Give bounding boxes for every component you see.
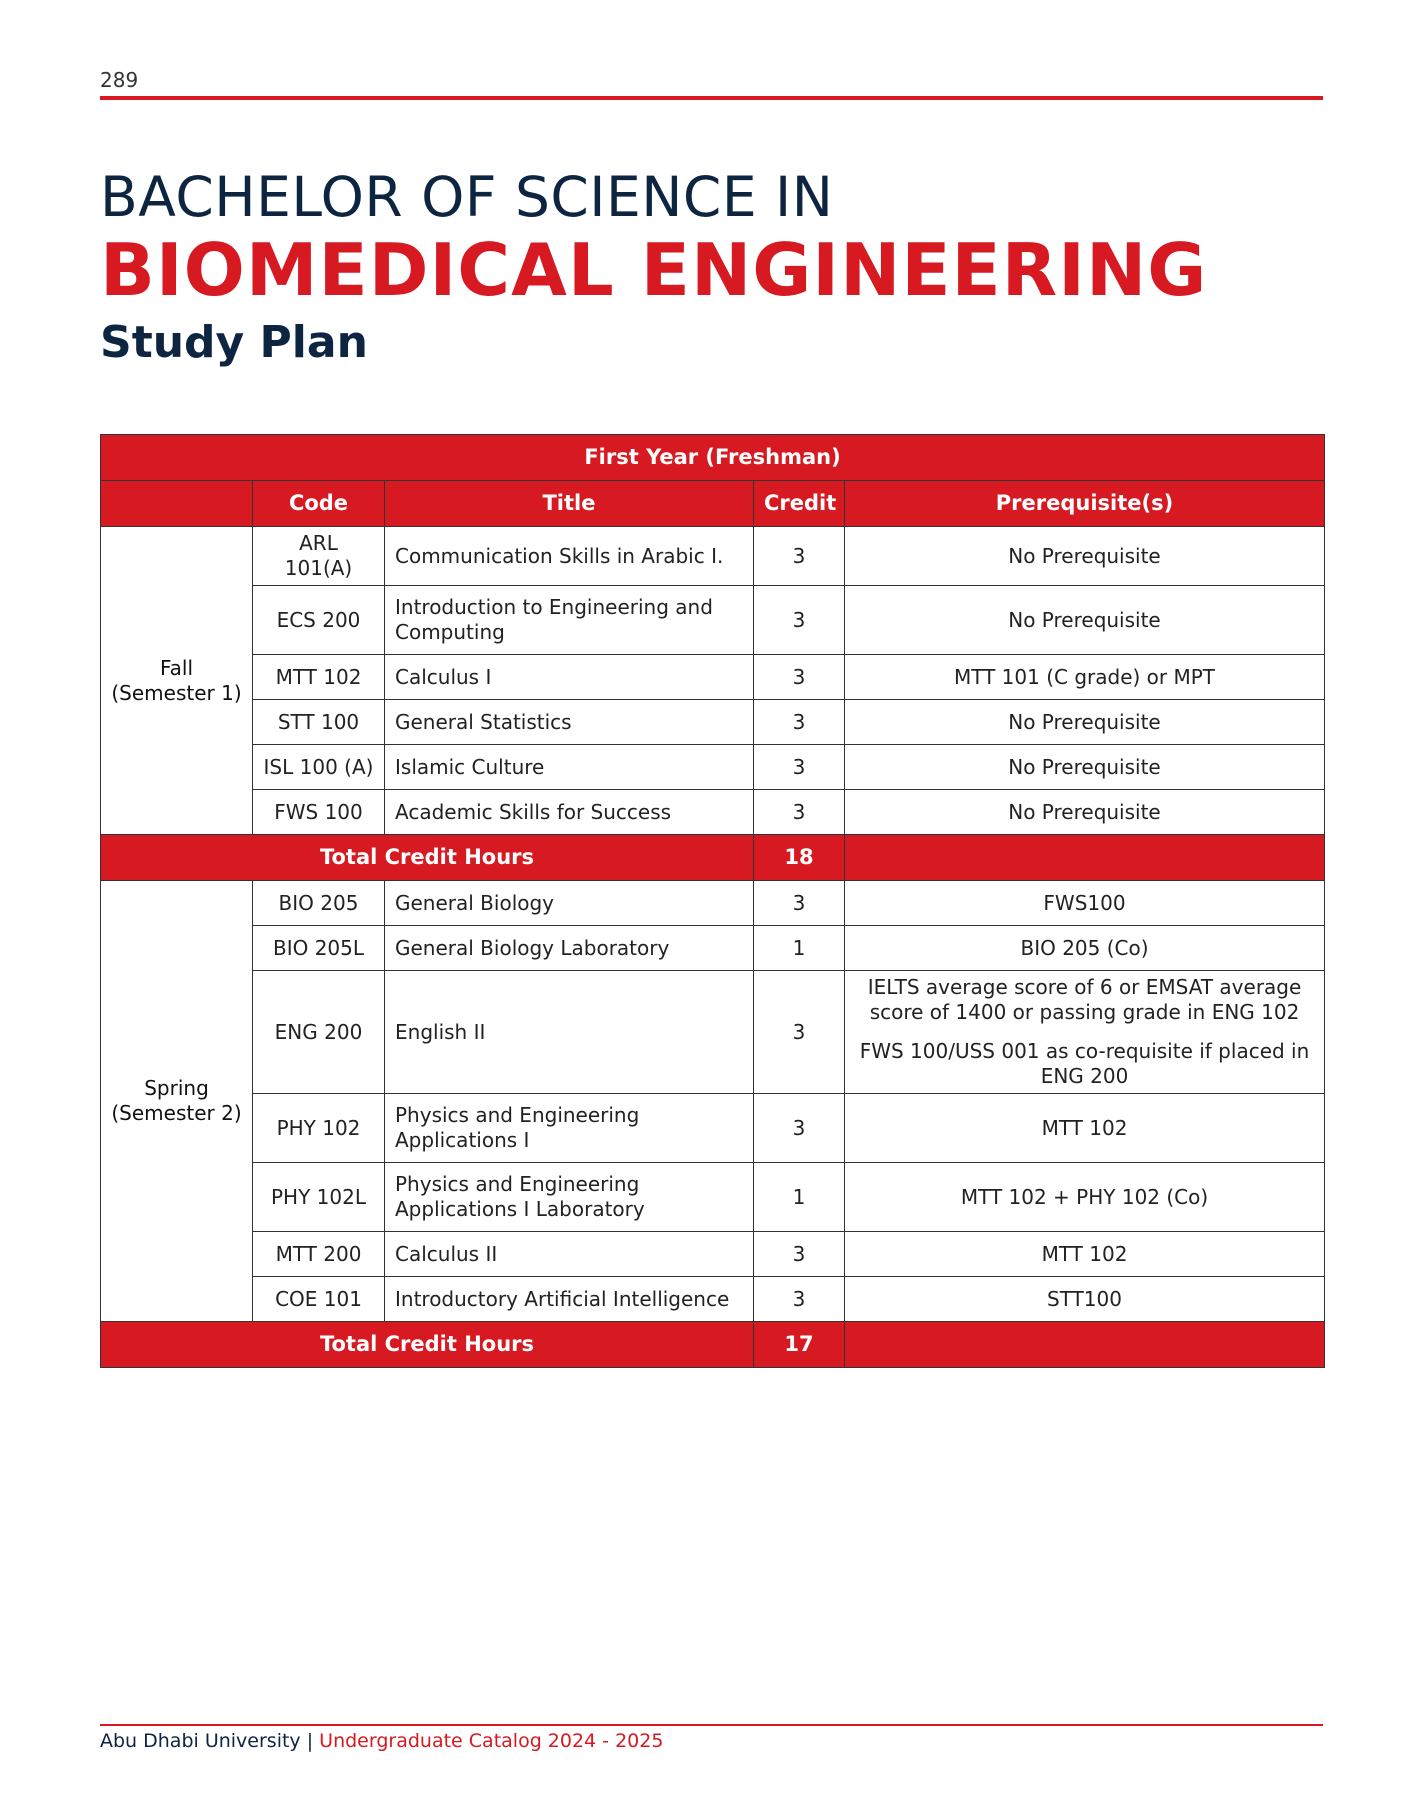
course-prereq: No Prerequisite [845,586,1325,655]
page-number: 289 [100,68,139,92]
course-code: ISL 100 (A) [253,745,385,790]
table-row [101,1094,1325,1163]
course-title: Introductory Artificial Intelligence [385,1277,754,1322]
course-credit: 3 [754,971,845,1094]
table-row [101,971,1325,1094]
course-prereq: BIO 205 (Co) [845,926,1325,971]
semester-label: Fall [159,655,194,680]
header-code: Code [253,481,385,527]
course-code: ECS 200 [253,586,385,655]
course-credit: 3 [754,881,845,926]
course-credit: 3 [754,1094,845,1163]
prereq-line: FWS 100/USS 001 as co-requisite if placed in ENG 200 [859,1039,1310,1088]
total-label: Total Credit Hours [101,1322,754,1368]
course-code: MTT 200 [253,1232,385,1277]
course-prereq: No Prerequisite [845,790,1325,835]
table-row [101,655,1325,700]
page-heading [100,165,1207,373]
course-code: PHY 102L [253,1163,385,1232]
course-credit: 1 [754,926,845,971]
heading-study-plan: Study Plan [100,317,368,368]
course-title: General Statistics [385,700,754,745]
course-prereq: No Prerequisite [845,745,1325,790]
course-credit: 3 [754,1277,845,1322]
course-code: STT 100 [253,700,385,745]
total-value: 18 [754,835,845,881]
course-credit: 3 [754,527,845,586]
course-prereq: MTT 102 [845,1094,1325,1163]
semester-sub: (Semester 2) [111,1101,242,1125]
course-credit: 3 [754,790,845,835]
course-prereq: No Prerequisite [845,700,1325,745]
table-row [101,881,1325,926]
footer-catalog: Undergraduate Catalog 2024 - 2025 [319,1730,664,1752]
course-title: English II [385,971,754,1094]
course-title: Communication Skills in Arabic I. [385,527,754,586]
course-title: Calculus II [385,1232,754,1277]
study-plan-table [100,434,1325,1368]
table-row [101,1277,1325,1322]
semester-sub: (Semester 1) [111,680,242,705]
footer [100,1730,663,1752]
table-row [101,586,1325,655]
course-prereq: STT100 [845,1277,1325,1322]
header-rule [100,96,1323,100]
course-prereq [845,971,1325,1094]
course-prereq: FWS100 [845,881,1325,926]
table-row [101,700,1325,745]
course-prereq: No Prerequisite [845,527,1325,586]
course-credit: 3 [754,1232,845,1277]
course-title: Introduction to Engineering and Computing [385,586,754,655]
column-header-row [101,481,1325,527]
semester-spring [101,881,253,1322]
total-blank [845,1322,1325,1368]
table-row [101,790,1325,835]
course-code: ARL 101(A) [253,527,385,586]
footer-rule [100,1724,1323,1726]
table-row [101,1163,1325,1232]
course-code: PHY 102 [253,1094,385,1163]
semester-fall [101,527,253,835]
heading-degree: BACHELOR OF SCIENCE IN [100,165,834,229]
fall-total-row [101,835,1325,881]
course-code: BIO 205L [253,926,385,971]
course-prereq: MTT 101 (C grade) or MPT [845,655,1325,700]
course-prereq: MTT 102 + PHY 102 (Co) [845,1163,1325,1232]
semester-label: Spring [144,1076,209,1100]
course-prereq: MTT 102 [845,1232,1325,1277]
course-title: Islamic Culture [385,745,754,790]
year-header-row [101,435,1325,481]
table-row [101,926,1325,971]
course-credit: 3 [754,655,845,700]
header-title: Title [385,481,754,527]
prereq-line: IELTS average score of 6 or EMSAT average score of 1400 or passing grade in ENG 102 [867,975,1302,1024]
heading-program: BIOMEDICAL ENGINEERING [100,228,1208,312]
course-credit: 3 [754,586,845,655]
course-title: Calculus I [385,655,754,700]
course-code: ENG 200 [253,971,385,1094]
course-code: BIO 205 [253,881,385,926]
table-row [101,1232,1325,1277]
course-title: General Biology [385,881,754,926]
year-title: First Year (Freshman) [101,435,1325,481]
spring-total-row [101,1322,1325,1368]
course-title: Physics and Engineering Applications I Laboratory [385,1163,754,1232]
header-credit: Credit [754,481,845,527]
table-row [101,745,1325,790]
total-blank [845,835,1325,881]
course-title: General Biology Laboratory [385,926,754,971]
course-credit: 1 [754,1163,845,1232]
header-blank [101,481,253,527]
footer-separator: | [300,1730,320,1752]
course-code: MTT 102 [253,655,385,700]
course-code: COE 101 [253,1277,385,1322]
footer-org: Abu Dhabi University [100,1730,301,1752]
total-value: 17 [754,1322,845,1368]
table-row [101,527,1325,586]
course-code: FWS 100 [253,790,385,835]
course-title: Physics and Engineering Applications I [385,1094,754,1163]
course-credit: 3 [754,745,845,790]
total-label: Total Credit Hours [101,835,754,881]
course-credit: 3 [754,700,845,745]
header-prereq: Prerequisite(s) [845,481,1325,527]
course-title: Academic Skills for Success [385,790,754,835]
